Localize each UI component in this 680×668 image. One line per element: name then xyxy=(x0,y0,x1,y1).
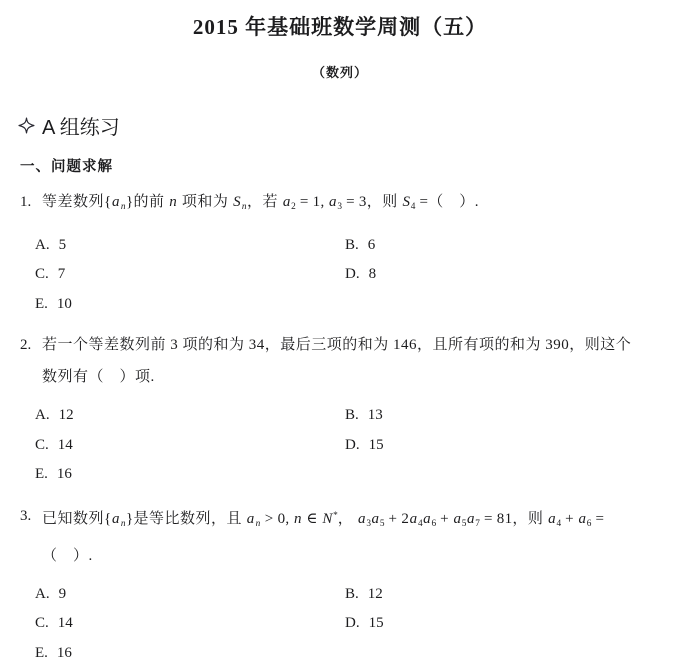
text-segment: （ ）. xyxy=(428,194,479,210)
option-label: B. xyxy=(345,407,359,424)
option-label: E. xyxy=(35,644,48,661)
option xyxy=(345,609,680,639)
option-label: D. xyxy=(345,436,360,453)
document-title: 2015 年基础班数学周测（五） xyxy=(192,15,488,39)
text-segment: ，则 xyxy=(366,194,402,210)
text-segment: （ ）. xyxy=(42,547,93,564)
text-segment: 已知数列 xyxy=(42,510,105,527)
question-text-line xyxy=(42,329,680,361)
section-heading xyxy=(18,111,680,140)
question-number: 2. xyxy=(20,337,32,354)
document-subtitle: （数列） xyxy=(311,65,368,80)
option-label: D. xyxy=(345,266,360,283)
option-label: C. xyxy=(35,615,49,632)
option xyxy=(35,460,345,490)
question xyxy=(20,500,680,668)
option-value: 9 xyxy=(58,585,67,602)
option-value: 8 xyxy=(368,266,377,283)
option-value: 14 xyxy=(57,436,73,453)
math-segment: $S_n$ xyxy=(233,194,247,212)
option-label: B. xyxy=(345,585,359,602)
question xyxy=(20,186,680,319)
option-label: D. xyxy=(345,615,360,632)
text-segment: 项和为 xyxy=(177,194,233,210)
question-lines xyxy=(42,500,680,572)
option-value: 13 xyxy=(367,407,383,424)
option-value: 12 xyxy=(367,585,383,602)
math-segment: $\{a_n\}$ xyxy=(104,194,134,212)
text-segment: 是等比数列，且 xyxy=(133,510,247,527)
option-value: 7 xyxy=(57,266,66,283)
text-segment: 等差数列 xyxy=(42,194,105,210)
math-segment: $a_3a_5 + 2a_4a_6 + a_5a_7 = 81$ xyxy=(358,510,513,529)
questions xyxy=(0,186,680,668)
math-segment: $a_2 = 1$, $a_3 = 3$ xyxy=(282,194,367,212)
option-value: 5 xyxy=(58,236,67,253)
option-label: E. xyxy=(35,466,48,483)
text-segment: ，则 xyxy=(512,510,548,527)
subsection-heading: 一、问题求解 xyxy=(20,159,113,175)
question-options xyxy=(35,401,680,490)
option-value: 12 xyxy=(58,407,74,424)
option-value: 14 xyxy=(57,615,73,632)
section-heading-label: A 组练习 xyxy=(42,117,120,139)
option-value: 10 xyxy=(56,295,72,312)
text-segment: 的前 xyxy=(133,194,169,210)
option-value: 6 xyxy=(367,236,376,253)
option xyxy=(35,231,345,261)
option-value: 15 xyxy=(368,615,384,632)
question-lines xyxy=(42,329,680,393)
option-label: A. xyxy=(35,585,50,602)
question-number: 1. xyxy=(20,194,32,210)
option-label: A. xyxy=(35,236,50,253)
question-text-line xyxy=(42,186,680,223)
option-value: 16 xyxy=(56,466,72,483)
four-pointed-star-icon xyxy=(18,117,35,134)
question-options xyxy=(35,231,680,320)
option-value: 15 xyxy=(368,436,384,453)
option xyxy=(35,639,345,668)
option xyxy=(345,401,680,431)
option-label: A. xyxy=(35,407,50,424)
text-segment: ，若 xyxy=(247,194,283,210)
question-options xyxy=(35,580,680,668)
option xyxy=(345,260,680,290)
text-segment: ， xyxy=(337,510,358,527)
option-value: 16 xyxy=(56,644,72,661)
option xyxy=(345,231,680,261)
option-label: C. xyxy=(35,436,49,453)
question-text-line xyxy=(42,540,680,572)
option xyxy=(35,609,345,639)
option xyxy=(35,431,345,461)
question-text-line xyxy=(42,500,680,540)
math-segment: $a_4 + a_6$ = xyxy=(548,510,605,529)
option xyxy=(35,580,345,610)
option-label: C. xyxy=(35,266,49,283)
question-lines xyxy=(42,186,680,223)
question xyxy=(20,329,680,490)
text-segment: 数列有（ ）项. xyxy=(42,369,155,386)
math-segment: n xyxy=(169,194,178,210)
question-number: 3. xyxy=(20,507,32,524)
math-segment: $S_4$ = xyxy=(402,194,429,212)
option xyxy=(35,401,345,431)
option xyxy=(35,290,345,320)
option xyxy=(345,580,680,610)
text-segment: 若一个等差数列前 3 项的和为 34，最后三项的和为 146，且所有项的和为 390，则这个 xyxy=(42,337,632,354)
question-text-line xyxy=(42,361,680,393)
option-label: E. xyxy=(35,295,48,312)
option-label: B. xyxy=(345,236,359,253)
option xyxy=(35,260,345,290)
option xyxy=(345,431,680,461)
math-segment: $a_n > 0$, n ∈ N* xyxy=(246,510,338,529)
math-segment: $\{a_n\}$ xyxy=(104,510,134,529)
